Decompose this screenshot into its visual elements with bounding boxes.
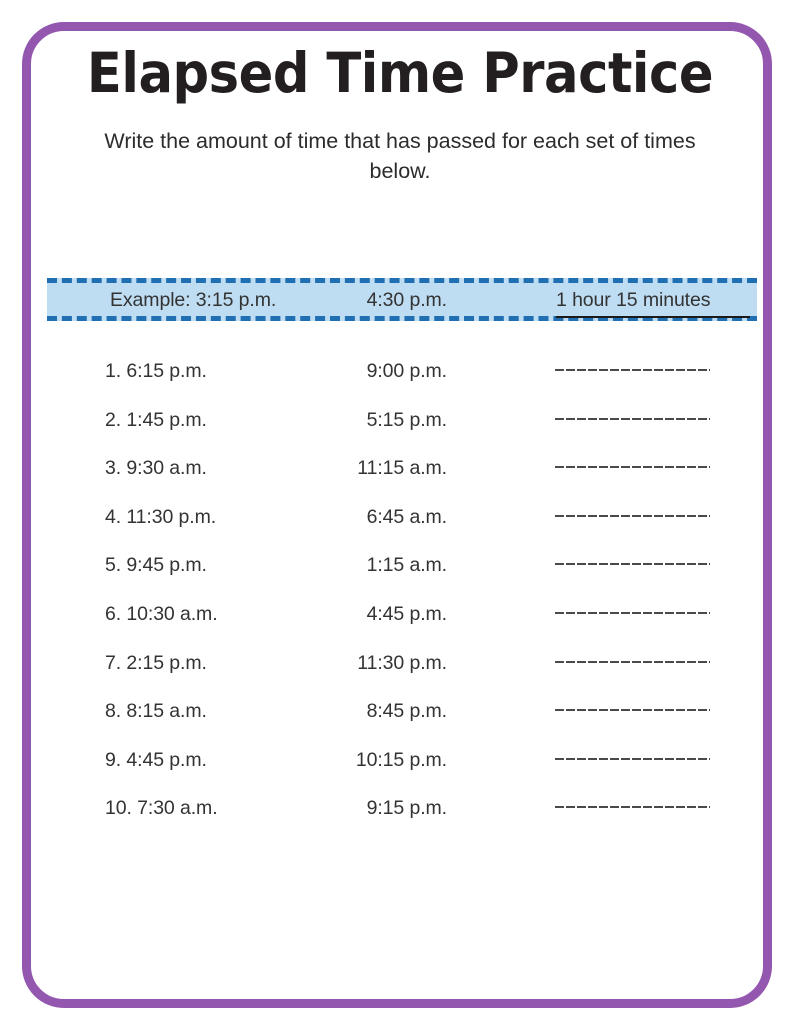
answer-blank-line[interactable] bbox=[555, 502, 710, 522]
problem-start-time: 3. 9:30 a.m. bbox=[105, 457, 207, 480]
answer-blank-line[interactable] bbox=[555, 696, 710, 716]
problem-row bbox=[0, 356, 800, 386]
problem-start-time: 2. 1:45 p.m. bbox=[105, 408, 207, 431]
problem-answer-cell bbox=[520, 356, 755, 376]
answer-blank-line[interactable] bbox=[555, 648, 710, 668]
problem-start-time: 4. 11:30 p.m. bbox=[105, 505, 217, 528]
answer-blank-line[interactable] bbox=[555, 745, 710, 765]
problem-start-time: 10. 7:30 a.m. bbox=[105, 797, 218, 820]
answer-blank-line[interactable] bbox=[555, 550, 710, 570]
problem-row bbox=[0, 696, 800, 726]
problem-answer-cell bbox=[520, 405, 755, 425]
problem-start-time: 6. 10:30 a.m. bbox=[105, 603, 218, 625]
problem-end-time: 5:15 p.m. bbox=[366, 408, 447, 431]
worksheet-header bbox=[60, 42, 740, 186]
instructions-text: Write the amount of time that has passed for each set of times below. bbox=[104, 129, 696, 183]
page-title: Elapsed Time Practice bbox=[86, 41, 714, 105]
answer-blank-line[interactable] bbox=[555, 356, 710, 376]
example-answer-value: 1 hour 15 minutes bbox=[556, 285, 750, 318]
problem-end-time: 6:45 a.m. bbox=[366, 505, 447, 528]
problem-start-time: 8. 8:15 a.m. bbox=[105, 700, 207, 723]
problem-end-time: 1:15 a.m. bbox=[366, 554, 447, 577]
problem-row bbox=[0, 648, 800, 678]
answer-blank-line[interactable] bbox=[555, 453, 710, 473]
problem-row bbox=[0, 405, 800, 435]
problem-row bbox=[0, 599, 800, 629]
problem-start-time: 5. 9:45 p.m. bbox=[105, 554, 207, 577]
problem-end-time: 9:15 p.m. bbox=[366, 797, 447, 820]
problem-answer-cell bbox=[520, 599, 755, 619]
problem-row bbox=[0, 745, 800, 775]
problem-end-time: 4:45 p.m. bbox=[366, 603, 447, 625]
problem-answer-cell bbox=[520, 550, 755, 570]
example-row bbox=[0, 285, 800, 315]
problem-answer-cell bbox=[520, 745, 755, 765]
answer-blank-line[interactable] bbox=[555, 405, 710, 425]
example-start-time: Example: 3:15 p.m. bbox=[110, 289, 277, 311]
example-end-time: 4:30 p.m. bbox=[366, 289, 447, 311]
problem-start-time: 1. 6:15 p.m. bbox=[105, 360, 207, 382]
problem-answer-cell bbox=[520, 648, 755, 668]
problem-row bbox=[0, 550, 800, 580]
answer-blank-line[interactable] bbox=[555, 793, 710, 813]
problem-end-time: 8:45 p.m. bbox=[366, 700, 447, 723]
problem-answer-cell bbox=[520, 502, 755, 522]
problem-end-time: 11:30 p.m. bbox=[357, 651, 447, 674]
problem-start-time: 7. 2:15 p.m. bbox=[105, 651, 207, 674]
problem-end-time: 9:00 p.m. bbox=[366, 360, 447, 382]
problem-row bbox=[0, 453, 800, 483]
example-answer-cell bbox=[556, 285, 756, 318]
problem-answer-cell bbox=[520, 696, 755, 716]
problem-row bbox=[0, 502, 800, 532]
problem-answer-cell bbox=[520, 793, 755, 813]
problem-row bbox=[0, 793, 800, 823]
problem-start-time: 9. 4:45 p.m. bbox=[105, 748, 207, 771]
problem-end-time: 11:15 a.m. bbox=[357, 457, 447, 480]
answer-blank-line[interactable] bbox=[555, 599, 710, 619]
problem-end-time: 10:15 p.m. bbox=[355, 748, 447, 771]
problem-answer-cell bbox=[520, 453, 755, 473]
